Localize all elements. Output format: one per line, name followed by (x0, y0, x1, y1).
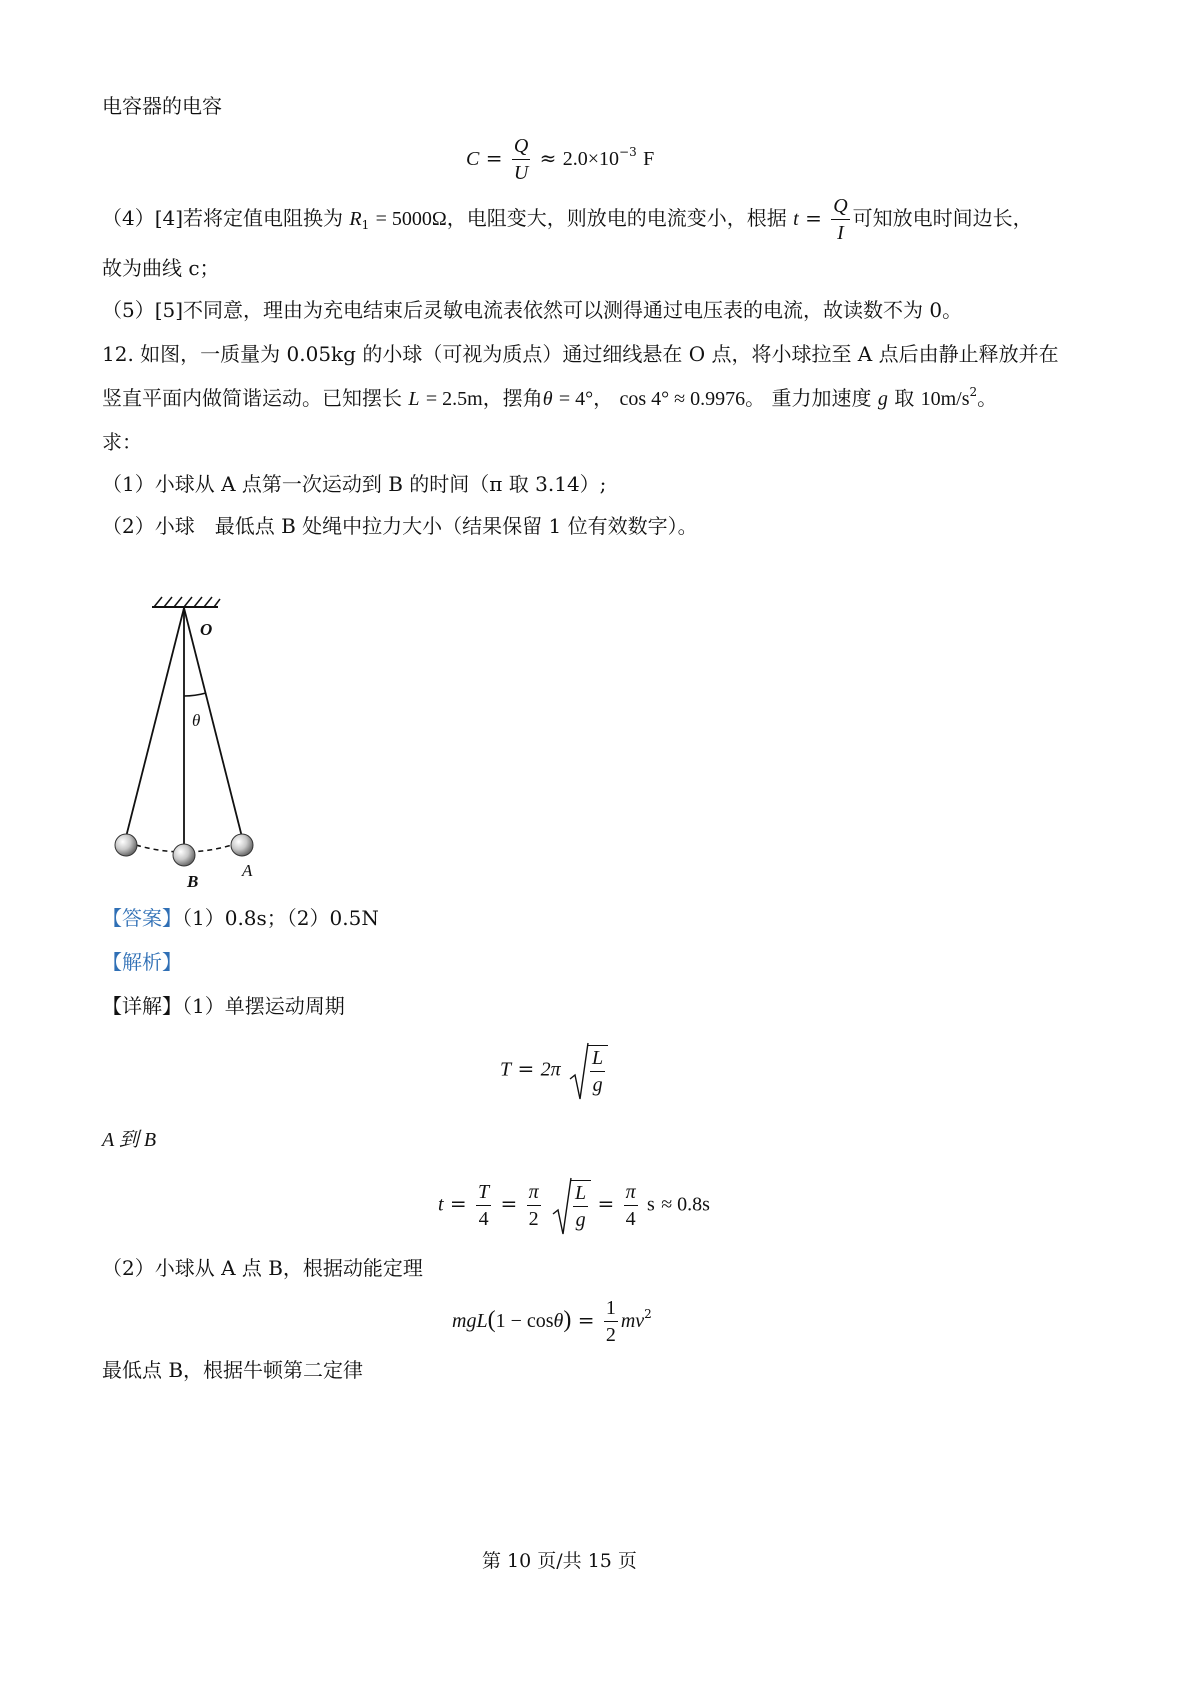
label-A: A (242, 861, 253, 880)
answer-line (102, 908, 379, 928)
answer-tag: 【答案】 (102, 906, 182, 930)
question-12-part1: （1）小球从 A 点第一次运动到 B 的时间（π 取 3.14）; (102, 472, 607, 496)
text-item-5: （5）[5]不同意，理由为充电结束后灵敏电流表依然可以测得通过电压表的电流，故读数不为 0。 (102, 298, 963, 322)
sqrt-L-over-g: $\frac{L}{g}$ (569, 1045, 608, 1095)
text-capacitance-heading: 电容器的电容 (102, 94, 222, 118)
var-C: C (466, 148, 480, 170)
formula-capacitance: C = $\frac{Q}{U}$ ≈ $2.0\times 10^{-3}$ F (466, 135, 655, 184)
ball-B (173, 844, 195, 866)
sqrt-L-over-g-2: $\frac{L}{g}$ (552, 1180, 591, 1230)
eq-sign: = (485, 146, 503, 170)
angle-arc (184, 693, 206, 696)
answer-text: （1）0.8s；（2）0.5N (182, 906, 379, 930)
analysis-tag: 【解析】 (102, 950, 182, 974)
label-O: O (200, 620, 213, 639)
formula-energy: mgL(1 − cosθ) = $\frac{1}{2}$ $mv^2$ (452, 1297, 652, 1346)
detail-tag: 【详解】 (102, 994, 182, 1018)
text-part2-energy: （2）小球从 A 点 B，根据动能定理 (102, 1256, 423, 1280)
fraction-Q-over-U: $\frac{Q}{U}$ (513, 135, 529, 184)
ceiling-support (152, 597, 220, 607)
question-12-part2: （2）小球 最低点 B 处绳中拉力大小（结果保留 1 位有效数字）。 (102, 514, 698, 538)
pendulum-figure (100, 585, 280, 895)
text-A-to-B: A 到 B (102, 1129, 157, 1151)
question-12-ask: 求： (102, 430, 142, 454)
text-item-4: （4）[4]若将定值电阻换为 $R_1 = 5000\Omega$，电阻变大，则放电的电流变小，根据 t = $\frac{Q}{I}$ 可知放电时间边长， (102, 195, 1033, 244)
question-12-line2: 竖直平面内做简谐运动。已知摆长 L = 2.5m，摆角θ = 4°， cos 4° ≈ 0.9976。 重力加速度 g 取 $10m/s^2$。 (102, 385, 998, 410)
question-12-line1: 12. 如图，一质量为 0.05kg 的小球（可视为质点）通过细线悬在 O 点，将小球拉至 A 点后由静止释放并在 (102, 342, 1059, 366)
formula-time: t = $\frac{T}{4}$ = $\frac{\pi}{2}$ $\frac{L}{g}$ = $\frac{\pi}{4}$ s ≈ 0.8s (438, 1180, 710, 1230)
page-footer: 第 10 页/共 15 页 (482, 1550, 637, 1572)
label-B: B (187, 872, 199, 891)
ball-A (231, 834, 253, 856)
detail-line: 【详解】（1）单摆运动周期 (102, 994, 345, 1018)
label-theta: θ (192, 711, 201, 730)
fraction-Q-over-I: $\frac{Q}{I}$ (833, 195, 848, 244)
formula-period: T = 2π $\frac{L}{g}$ (500, 1045, 608, 1095)
ball-left (115, 834, 137, 856)
string-left (126, 608, 184, 837)
text-newton-second-law: 最低点 B，根据牛顿第二定律 (102, 1358, 364, 1382)
text-curve-c: 故为曲线 c； (102, 256, 220, 280)
